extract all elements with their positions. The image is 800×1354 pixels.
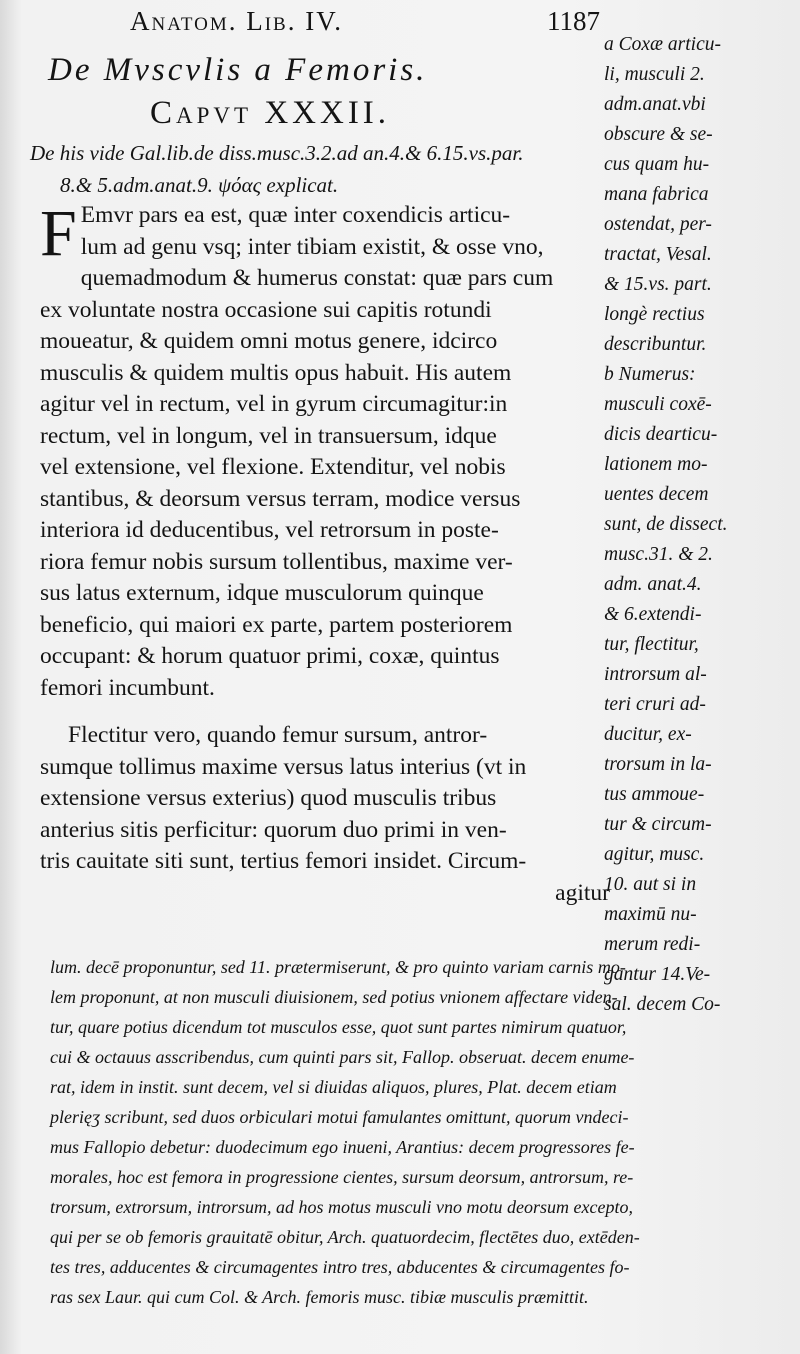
text-line: moueatur, & quidem omni motus genere, idcirco: [40, 328, 498, 354]
chapter-heading: Capvt XXXII.: [150, 95, 391, 131]
footnote-line: lem proponunt, at non musculi diuisionem, sed potius vnionem affectare viden-: [50, 987, 618, 1007]
footnote-line: plerięʒ scribunt, sed duos orbiculari motui famulantes omittunt, quorum vndeci-: [50, 1107, 629, 1127]
text-line: beneficio, qui maiori ex parte, partem posteriorem: [40, 611, 513, 638]
margin-line: b Numerus:: [604, 364, 696, 385]
margin-line: li, musculi 2.: [604, 64, 705, 85]
margin-line: sal. decem Co-: [604, 994, 721, 1015]
main-text: [40, 197, 610, 909]
margin-line: sunt, de dissect.: [604, 514, 728, 535]
footnote-line: cui & octauus asscribendus, cum quinti pars sit, Fallop. obseruat. decem enume-: [50, 1047, 635, 1067]
text-line: lum ad genu vsq; inter tibiam existit, & osse vno,: [80, 233, 544, 260]
margin-line: tractat, Vesal.: [604, 244, 712, 265]
margin-line: introrsum al-: [604, 664, 707, 685]
margin-line: ostendat, per-: [604, 214, 712, 235]
footnote-line: ras sex Laur. qui cum Col. & Arch. femoris musc. tibiæ musculis præmittit.: [50, 1287, 589, 1307]
chapter-title: De Mvscvlis a Femoris.: [48, 52, 428, 88]
margin-line: a Coxæ articu-: [604, 34, 721, 55]
margin-line: tus ammoue-: [604, 784, 705, 805]
text-line: ex voluntate nostra occasione sui capitis rotundi: [40, 296, 492, 323]
footnote-line: tur, quare potius dicendum tot musculos esse, quot sunt partes nimirum quatuor,: [50, 1017, 627, 1037]
margin-line: trorsum in la-: [604, 754, 712, 775]
catchword: agitur: [555, 879, 610, 906]
footnote-line: tes tres, adducentes & circumagentes intro tres, abducentes & circumagentes fo-: [50, 1257, 630, 1277]
text-line: femori incumbunt.: [40, 674, 215, 701]
source-references: [30, 137, 605, 201]
margin-line: longè rectius: [604, 304, 705, 325]
text-line: quemadmodum & humerus constat: quæ pars cum: [80, 265, 554, 291]
text-line: stantibus, & deorsum versus terram, modice versus: [40, 485, 521, 512]
margin-line: dicis dearticu-: [604, 424, 718, 445]
text-line: Emvr pars ea est, quæ inter coxendicis articu-: [80, 202, 511, 228]
footnote-line: rat, idem in instit. sunt decem, vel si diuidas aliquos, plures, Plat. decem etiam: [50, 1077, 617, 1097]
source-line: 8.& 5.adm.anat.9. ψόας explicat.: [60, 173, 339, 197]
margin-line: mana fabrica: [604, 184, 709, 205]
margin-line: uentes decem: [604, 484, 709, 505]
margin-line: adm.anat.vbi: [604, 94, 706, 115]
text-line: rectum, vel in longum, vel in transuersum, idque: [40, 422, 497, 449]
margin-line: teri cruri ad-: [604, 694, 706, 715]
text-line: sus latus externum, idque musculorum quinque: [40, 580, 484, 606]
footnote-line: morales, hoc est femora in progressione cientes, sursum deorsum, antrorsum, re-: [50, 1167, 634, 1187]
text-line: anterius sitis perficitur: quorum duo primi in ven-: [40, 816, 507, 843]
margin-line: & 15.vs. part.: [604, 274, 712, 295]
margin-line: gantur 14.Ve-: [604, 964, 711, 985]
footnotes: [50, 952, 790, 1312]
margin-line: maximū nu-: [604, 904, 697, 925]
footnote-line: mus Fallopio debetur: duodecimum ego inueni, Arantius: decem progressores fe-: [50, 1137, 635, 1157]
text-line: interiora id deducentibus, vel retrorsum in poste-: [40, 517, 499, 543]
margin-line: describuntur.: [604, 334, 707, 355]
margin-line: musc.31. & 2.: [604, 544, 713, 565]
running-head: [130, 6, 600, 37]
footnote-line: lum. decē proponuntur, sed 11. prætermiserunt, & pro quinto variam carnis mo-: [50, 957, 626, 977]
text-line: musculis & quidem multis opus habuit. His autem: [40, 359, 512, 386]
margin-line: adm. anat.4.: [604, 574, 702, 595]
text-line: sumque tollimus maxime versus latus interius (vt in: [40, 753, 527, 780]
text-line: tris cauitate siti sunt, tertius femori insidet. Circum-: [40, 848, 527, 874]
text-line: extensione versus exterius) quod musculis tribus: [40, 785, 497, 811]
paragraph-gap: [40, 704, 610, 720]
margin-line: & 6.extendi-: [604, 604, 702, 625]
running-head-title: Anatom. Lib. IV.: [130, 6, 343, 36]
source-line: De his vide Gal.lib.de diss.musc.3.2.ad an.4.& 6.15.vs.par.: [30, 141, 524, 165]
margin-line: cus quam hu-: [604, 154, 710, 175]
margin-line: merum redi-: [604, 934, 701, 955]
footnote-line: trorsum, extrorsum, introrsum, ad hos motus musculi vno motu deorsum excepto,: [50, 1197, 633, 1217]
margin-line: musculi coxē-: [604, 394, 712, 415]
text-line: Flectitur vero, quando femur sursum, antror-: [68, 722, 488, 748]
margin-notes: [604, 30, 800, 1020]
margin-line: lationem mo-: [604, 454, 708, 475]
drop-cap: F: [40, 197, 77, 270]
footnote-line: qui per se ob femoris grauitatē obitur, Arch. quatuordecim, flectētes duo, extēden-: [50, 1227, 640, 1247]
margin-line: 10. aut si in: [604, 874, 697, 895]
margin-line: ducitur, ex-: [604, 724, 692, 745]
text-line: agitur vel in rectum, vel in gyrum circumagitur:in: [40, 391, 508, 417]
margin-line: tur & circum-: [604, 814, 712, 835]
text-line: riora femur nobis sursum tollentibus, maxime ver-: [40, 548, 513, 575]
text-line: occupant: & horum quatuor primi, coxæ, quintus: [40, 643, 500, 669]
margin-line: tur, flectitur,: [604, 634, 699, 655]
margin-line: agitur, musc.: [604, 844, 705, 865]
text-line: vel extensione, vel flexione. Extenditur, vel nobis: [40, 454, 506, 480]
margin-line: obscure & se-: [604, 124, 713, 145]
page-number: 1187: [547, 6, 600, 36]
